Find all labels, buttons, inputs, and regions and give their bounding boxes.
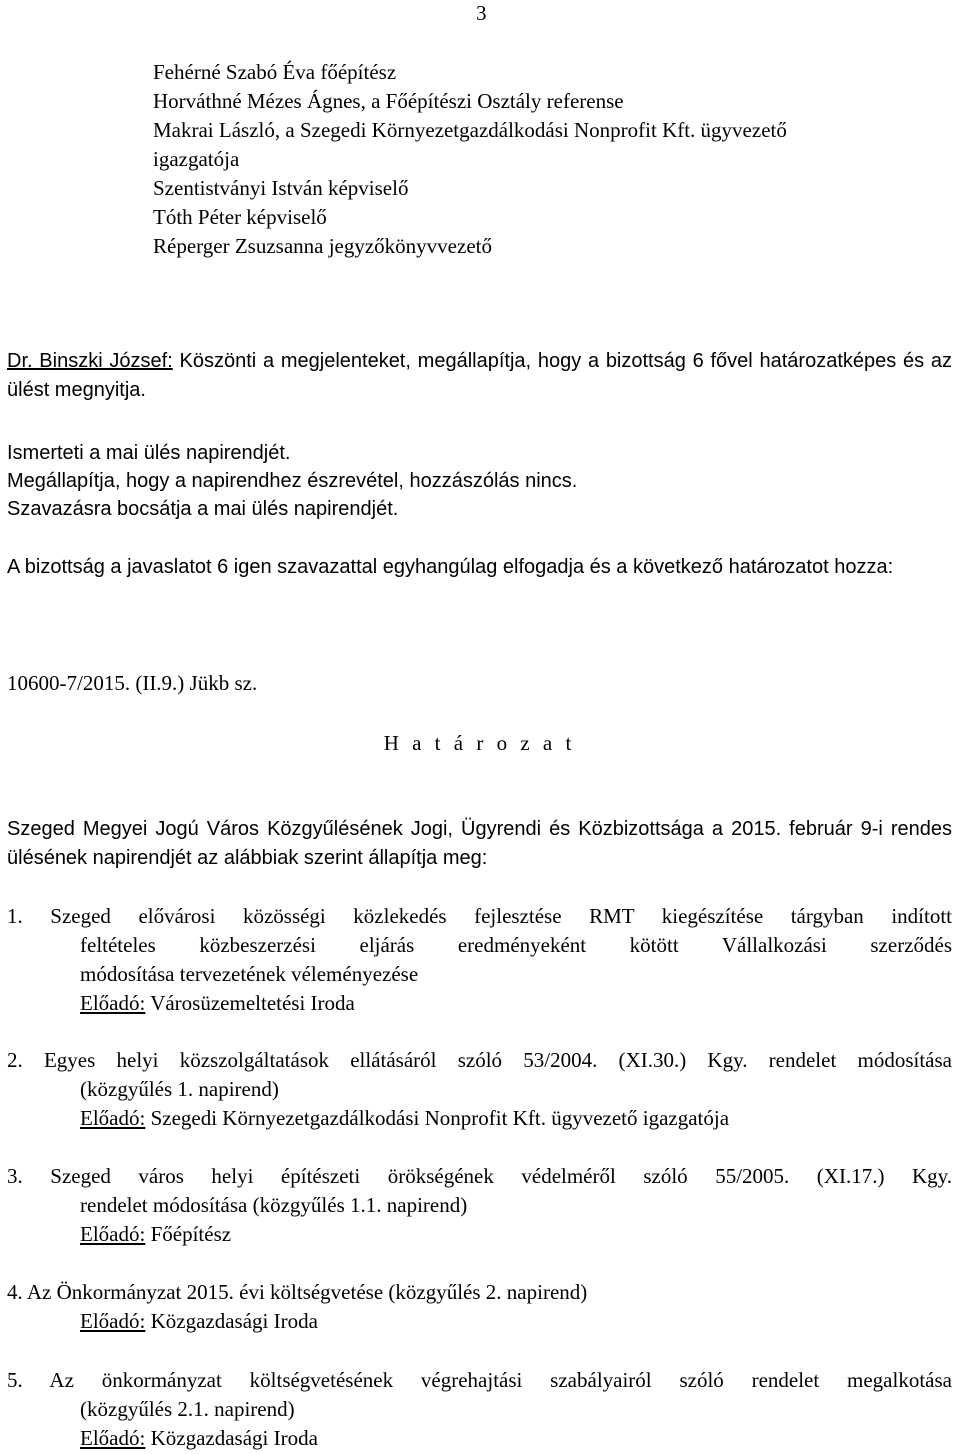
agenda-line: Szavazásra bocsátja a mai ülés napirendjét. (7, 498, 399, 520)
agenda-item-presenter (7, 1220, 952, 1249)
agenda-item-presenter (7, 989, 952, 1018)
opening-paragraph (7, 347, 952, 405)
vote-paragraph: A bizottság a javaslatot 6 igen szavazattal egyhangúlag elfogadja és a következő határozatot hozza: (7, 556, 894, 578)
agenda-item-presenter (7, 1104, 952, 1133)
agenda-item-line: feltételes közbeszerzési eljárás eredményeként kötött Vállalkozási szerződés (80, 933, 952, 957)
attendee-line: Szentistványi István képviselő (153, 176, 409, 200)
agenda-item-presenter (7, 1307, 952, 1336)
agenda-item-2 (7, 1046, 952, 1133)
agenda-item-4 (7, 1278, 952, 1336)
presenter-label: Előadó: (80, 1222, 146, 1246)
agenda-item-title: 2. Egyes helyi közszolgáltatások ellátásáról szóló 53/2004. (XI.30.) Kgy. rendelet módosítása (7, 1048, 952, 1072)
presenter-label: Előadó: (80, 1426, 146, 1450)
agenda-item-line: rendelet módosítása (közgyűlés 1.1. napirend) (80, 1193, 468, 1217)
resolution-text: Szeged Megyei Jogú Város Közgyűlésének Jogi, Ügyrendi és Közbizottsága a 2015. február 9-i rendes ülésének napirendjét az alábbiak szerint állapítja meg: (7, 818, 952, 869)
agenda-item-3 (7, 1162, 952, 1249)
agenda-item-presenter (7, 1424, 952, 1453)
agenda-item-title: 1. Szeged elővárosi közösségi közlekedés fejlesztése RMT kiegészítése tárgyban indított (7, 904, 952, 928)
agenda-paragraph (7, 439, 952, 523)
attendee-line: Makrai László, a Szegedi Környezetgazdálkodási Nonprofit Kft. ügyvezető (153, 118, 787, 142)
agenda-item-line: (közgyűlés 1. napirend) (80, 1077, 279, 1101)
presenter-label: Előadó: (80, 1309, 146, 1333)
agenda-item-1 (7, 902, 952, 1018)
attendee-line: igazgatója (153, 147, 240, 171)
page-number: 3 (476, 1, 487, 25)
attendee-line: Horváthné Mézes Ágnes, a Főépítészi Osztály referense (153, 89, 624, 113)
opening-text: Köszönti a megjelenteket, megállapítja, hogy a bizottság 6 fővel határozatképes és az ülést megnyitja. (7, 350, 952, 401)
agenda-item-5 (7, 1366, 952, 1453)
presenter-name: Városüzemeltetési Iroda (145, 991, 355, 1015)
presenter-name: Közgazdasági Iroda (145, 1309, 318, 1333)
resolution-title: H a t á r o z a t (383, 731, 576, 755)
attendee-line: Fehérné Szabó Éva főépítész (153, 60, 397, 84)
agenda-line: Megállapítja, hogy a napirendhez észrevétel, hozzászólás nincs. (7, 470, 578, 492)
presenter-name: Főépítész (145, 1222, 232, 1246)
agenda-item-line: (közgyűlés 2.1. napirend) (80, 1397, 295, 1421)
speaker-name: Dr. Binszki József: (7, 350, 173, 372)
agenda-item-line: módosítása tervezetének véleményezése (80, 962, 419, 986)
agenda-line: Ismerteti a mai ülés napirendjét. (7, 442, 291, 464)
resolution-number: 10600-7/2015. (II.9.) Jükb sz. (7, 671, 258, 695)
attendee-line: Tóth Péter képviselő (153, 205, 327, 229)
agenda-item-title: 3. Szeged város helyi építészeti örökségének védelméről szóló 55/2005. (XI.17.) Kgy. (7, 1164, 952, 1188)
agenda-item-title: 5. Az önkormányzat költségvetésének végrehajtási szabályairól szóló rendelet megalkotása (7, 1368, 952, 1392)
attendee-list (153, 58, 952, 261)
presenter-name: Közgazdasági Iroda (145, 1426, 318, 1450)
agenda-item-title: 4. Az Önkormányzat 2015. évi költségvetése (közgyűlés 2. napirend) (7, 1280, 588, 1304)
attendee-line: Réperger Zsuzsanna jegyzőkönyvvezető (153, 234, 492, 258)
presenter-label: Előadó: (80, 991, 146, 1015)
presenter-name: Szegedi Környezetgazdálkodási Nonprofit Kft. ügyvezető igazgatója (145, 1106, 730, 1130)
presenter-label: Előadó: (80, 1106, 146, 1130)
